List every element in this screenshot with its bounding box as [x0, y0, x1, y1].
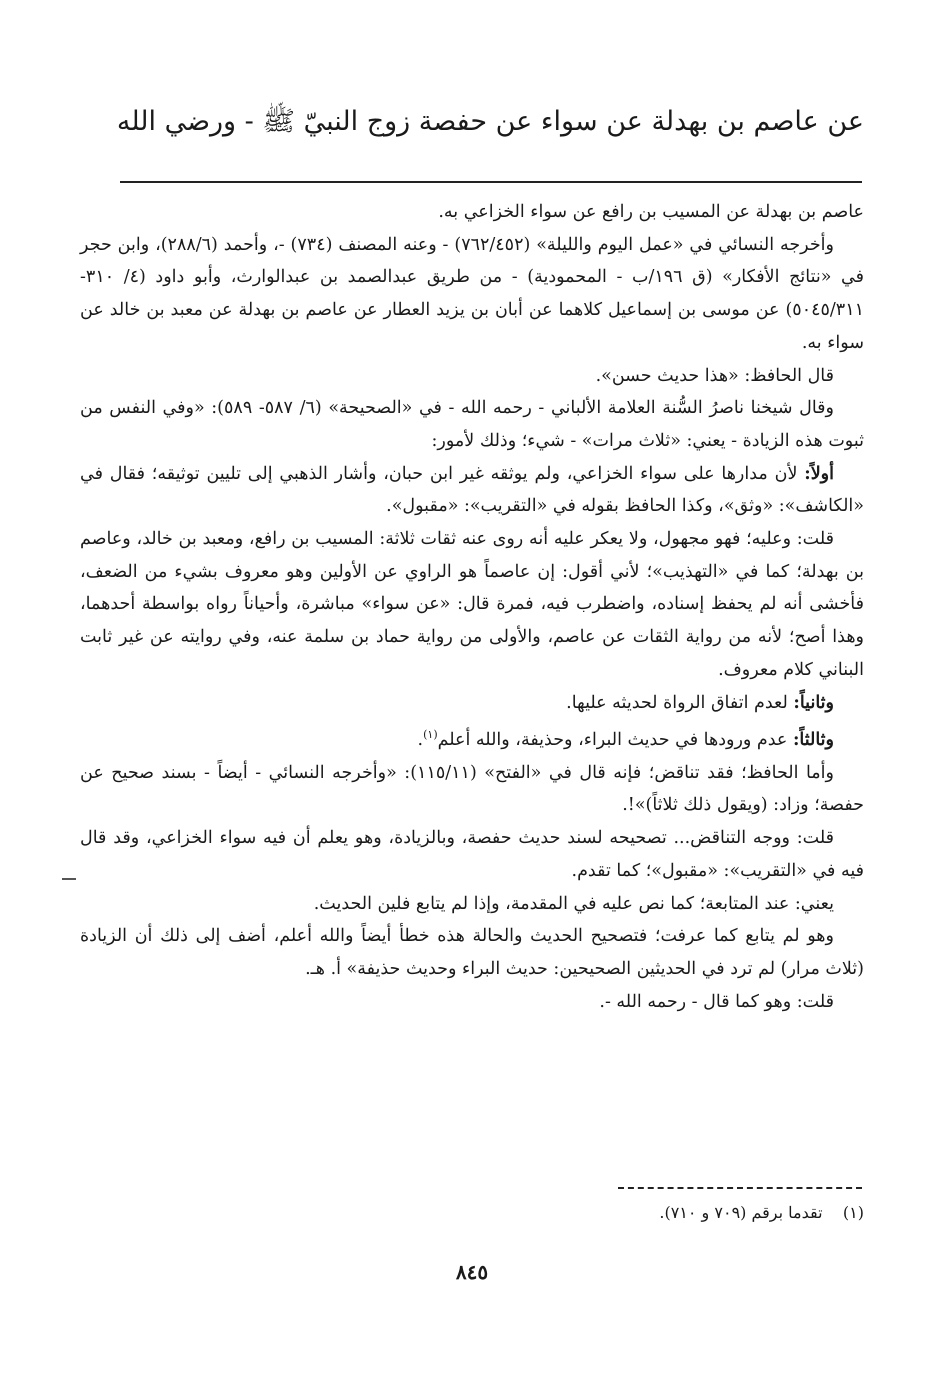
footnote — [264, 1198, 864, 1228]
margin-mark — [62, 878, 76, 880]
paragraph-text: وقال شيخنا ناصرُ السُّنة العلامة الألباني - رحمه الله - في «الصحيحة» (٦/ ٥٨٧- ٥٨٩): «وفي النفس من ثبوت هذه الزيادة - يعني: «ثلاث مرات» - شيء؛ وذلك لأمور: — [80, 398, 864, 451]
paragraph — [80, 523, 864, 687]
running-head: عن عاصم بن بهدلة عن سواء عن حفصة زوج النبيّ ﷺ - ورضي الله — [116, 106, 864, 137]
paragraph — [80, 392, 864, 457]
paragraph-text: وأما الحافظ؛ فقد تناقض؛ فإنه قال في «الفتح» (١١٥/١١): «وأخرجه النسائي - أيضاً - بسند صحيح عن حفصة؛ وزاد: (ويقول ذلك ثلاثاً)»!. — [80, 762, 864, 816]
footnote-reference: (١) — [423, 728, 438, 742]
paragraph — [80, 719, 864, 757]
footnote-marker: (١) — [842, 1203, 864, 1222]
paragraph-text: قلت: ووجه التناقض... تصحيحه لسند حديث حفصة، وبالزيادة، وهو يعلم أن فيه سواء الخزاعي، وقد قال فيه في «التقريب»: «مقبول»؛ كما تقدم. — [80, 828, 864, 881]
paragraph-text: قلت: وعليه؛ فهو مجهول، ولا يعكر عليه أنه روى عنه ثقات ثلاثة: المسيب بن رافع، ومعبد بن خالد، وعاصم بن بهدلة؛ كما في «التهذيب»؛ لأني أقول: إن عاصماً هو الراوي عن الأولين وهو معروف بشيء من الضعف، فأخشى أنه لم يحفظ إسناده، واضطرب فيه، فمرة قال: «عن سواء» مباشرة، وأحياناً رواه بواسطة أحدهما، وهذا أصح؛ لأنه من رواية الثقات عن عاصم، والأولى من رواية حماد بن سلمة عنه، وفي روايته عن غير ثابت البناني كلام معروف. — [80, 529, 864, 680]
paragraph-text: يعني: عند المتابعة؛ كما نص عليه في المقدمة، وإذا لم يتابع فلين الحديث. — [313, 893, 834, 914]
paragraph — [80, 687, 864, 720]
paragraph-text: قال الحافظ: «هذا حديث حسن». — [595, 365, 834, 386]
paragraph — [80, 920, 864, 985]
header-rule — [120, 181, 862, 183]
main-text — [80, 196, 864, 1018]
paragraph-text: وأخرجه النسائي في «عمل اليوم والليلة» (٧٦٢/٤٥٢) - وعنه المصنف (٧٣٤) -، وأحمد (٢٨٨/٦)، وابن حجر في «نتائج الأفكار» (ق ١٩٦/ب - المحمودية) - من طريق عبدالصمد بن عبدالوارث، وأبو داود (٤/ ٣١٠- ٥٠٤٥/٣١١) عن موسى بن إسماعيل كلاهما عن أبان بن يزيد العطار عن عاصم بن بهدلة عن معبد بن خالد عن سواء به. — [80, 234, 864, 353]
paragraph-text: وهو لم يتابع كما عرفت؛ فتصحيح الحديث والحالة هذه خطأ أيضاً والله أعلم، أضف إلى ذلك أن الزيادة (ثلاث مرار) لم ترد في الحديثين الصحيحين: حديث البراء وحديث حذيفة» أ. هـ. — [80, 926, 864, 979]
paragraph-text: عدم ورودها في حديث البراء، وحذيفة، والله أعلم — [437, 730, 793, 751]
paragraph — [80, 458, 864, 523]
paragraph — [80, 986, 864, 1019]
paragraph — [80, 822, 864, 887]
paragraph-text: عاصم بن بهدلة عن المسيب بن رافع عن سواء الخزاعي به. — [438, 202, 864, 222]
paragraph-label: أولاً: — [804, 463, 834, 484]
paragraph-text: لعدم اتفاق الرواة لحديثه عليها. — [566, 692, 794, 713]
paragraph-label: وثالثاً: — [792, 730, 834, 751]
paragraph-tail: . — [417, 730, 424, 751]
footnote-separator — [618, 1187, 862, 1189]
footnote-text: تقدما برقم (٧٠٩ و ٧١٠). — [659, 1203, 823, 1222]
page-number: ٨٤٥ — [455, 1260, 489, 1284]
paragraph — [80, 196, 864, 229]
paragraph — [80, 888, 864, 921]
paragraph — [80, 360, 864, 393]
paragraph — [80, 229, 864, 360]
paragraph-text: قلت: وهو كما قال - رحمه الله -. — [599, 991, 834, 1012]
paragraph-text: لأن مدارها على سواء الخزاعي، ولم يوثقه غير ابن حبان، وأشار الذهبي إلى تليين توثيقه؛ فقال في «الكاشف»: «وثق»، وكذا الحافظ بقوله في «التقريب»: «مقبول». — [80, 463, 864, 517]
paragraph-label: وثانياً: — [793, 692, 834, 713]
paragraph — [80, 757, 864, 822]
